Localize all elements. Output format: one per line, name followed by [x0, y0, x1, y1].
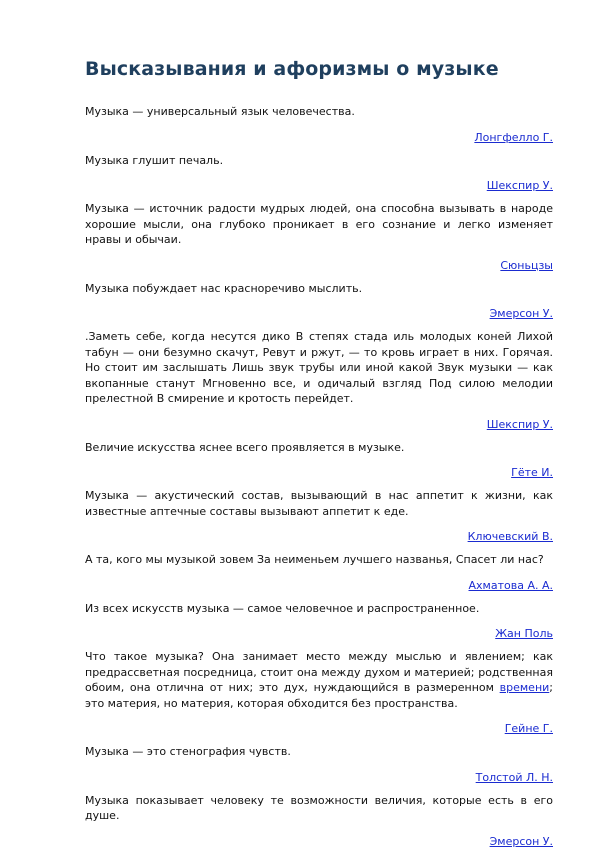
quote-author	[85, 770, 553, 785]
quote-text: Величие искусства яснее всего проявляется в музыке.	[85, 440, 405, 454]
author-link[interactable]: Эмерсон У.	[489, 307, 553, 320]
quote-text: Из всех искусств музыка — самое человечное и распространенное.	[85, 601, 480, 615]
author-link[interactable]: Эмерсон У.	[489, 834, 553, 848]
quote-author	[85, 626, 553, 641]
quote-text: А та, кого мы музыкой зовем За неименьем лучшего названья, Спасет ли нас?	[85, 553, 544, 566]
author-link[interactable]: Гёте И.	[511, 466, 553, 479]
quote-text: .Заметь себе, когда несутся дико В степях стада иль молодых коней Лихой табун — они безумно скачут, Ревут и ржут, — то кровь играет в них. Горячая. Но стоит им заслышать Лишь звук трубы или иной какой Звук музыки — как вкопанные станут Мгновенно все, и одичалый взгляд Под силою мелодии прелестной В смирение и кротость перейдет.	[85, 330, 553, 405]
quote-author	[85, 130, 553, 145]
quote-author	[85, 465, 553, 480]
quote-author	[85, 529, 553, 544]
quote-author	[85, 258, 553, 273]
quote-author	[85, 834, 553, 849]
author-link[interactable]: Жан Поль	[495, 627, 553, 640]
document-page	[85, 58, 553, 857]
author-link[interactable]: Сюньцзы	[500, 258, 553, 272]
quote-author	[85, 417, 553, 432]
page-title: Высказывания и афоризмы о музыке	[85, 58, 499, 80]
quote-text: Музыка — универсальный язык человечества.	[85, 105, 355, 118]
quote-text	[85, 649, 553, 711]
author-link[interactable]: Ключевский В.	[467, 530, 553, 543]
author-link[interactable]: Гейне Г.	[504, 722, 553, 735]
inline-link-time[interactable]: времени	[499, 681, 550, 694]
quote-author	[85, 721, 553, 736]
quote-text: Музыка глушит печаль.	[85, 153, 224, 167]
quote-author	[85, 178, 553, 193]
quote-text: Музыка побуждает нас красноречиво мыслить.	[85, 281, 363, 295]
quote-author	[85, 578, 553, 593]
quote-author	[85, 306, 553, 321]
quote-text: Музыка — это стенография чувств.	[85, 745, 291, 758]
author-link[interactable]: Лонгфелло Г.	[474, 130, 553, 144]
quote-text-part: ; это материя, но материя, которая обходится без пространства.	[85, 681, 553, 710]
quote-text: Музыка показывает человеку те возможности величия, которые есть в его душе.	[85, 793, 553, 822]
author-link[interactable]: Ахматова А. А.	[468, 578, 553, 592]
quote-text-part: Что такое музыка? Она занимает место между мыслью и явлением; как предрассветная посредница, стоит она между духом и материей; родственная обоим, она отлична от них; это дух, нуждающийся в размеренном	[85, 650, 553, 694]
author-link[interactable]: Шекспир У.	[486, 417, 553, 431]
author-link[interactable]: Шекспир У.	[486, 179, 553, 192]
quote-text: Музыка — акустический состав, вызывающий в нас аппетит к жизни, как известные аптечные составы вызывают аппетит к еде.	[85, 489, 553, 518]
author-link[interactable]: Толстой Л. Н.	[475, 770, 553, 784]
quote-text: Музыка — источник радости мудрых людей, она способна вызывать в народе хорошие мысли, она глубоко проникает в его сознание и легко изменяет нравы и обычаи.	[85, 202, 553, 246]
